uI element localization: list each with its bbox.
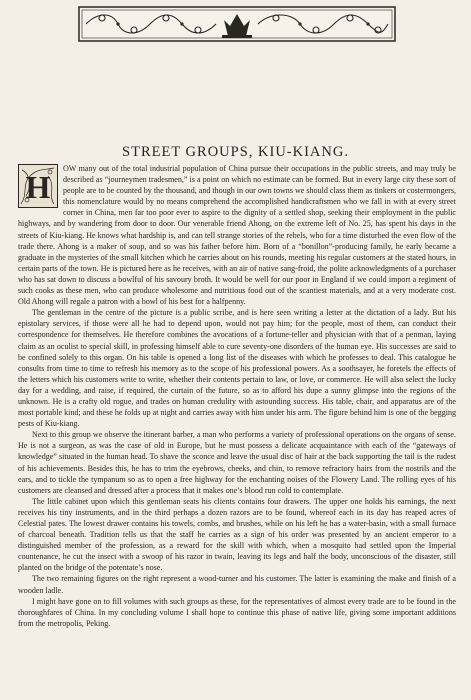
paragraph-4: The little cabinet upon which this gentleman seats his clients contains four drawers. The upper one holds his earnings, the next receives his tiny instruments, and in the third perhaps a dozen razors are to be found, whereof each in its day has reaped acres of Celestial pates. The lowest drawer contains his towels, combs, and brushes, while on his left he has a water-basin, with a small furnace of charcoal beneath. Tradition tells us that the staff he carries as a sign of his order was presented by an ancient emperor to a distinguished member of the profession, as a reward for the skill with which, when a mosquito had settled upon the Imperial countenance, he cut the insect with a swoop of his razor in twain, leaving its legs and half the body, unconscious of the disaster, still planted on the bridge of the potentate’s nose. [18, 496, 456, 573]
paragraph-5: The two remaining figures on the right represent a wood-turner and his customer. The latter is examining the make and finish of a wooden ladle. [18, 574, 456, 595]
drop-cap-icon [18, 164, 58, 208]
paragraph-1-text: OW many out of the total industrial population of China pursue their occupations in the public streets, and may truly be described as “journeymen tradesmen,” is a point on which no estimate can be formed. But in every large city these sort of people are to be counted by the thousand, and though in our own towns we should class them as tinkers or costermongers, this nomenclature would by no means comprehend the accomplished handicraftsmen who we fall in with at every street corner in China, men far too poor ever to aspire to the dignity of a settled shop, seeking their employment in the public highways, and by wandering from door to door. Our venerable friend Ahong, on the extreme left of No. 25, has spent his days in the streets of Kiu-kiang. He knows what hardship is, and can tell strange stories of the rebels, who for a time disturbed the even flow of the trade there. Ahong is a maker of soup, and so was his father before him. Born of a “bonillon”-producing family, he early became a graduate in the mysteries of the small kitchen which he carries about on his rounds, meeting his regular customers at the stated hours, in certain parts of the town. He is pictured here as he receives, with an air of native sang-froid, the polite acknowledgments of a purchaser who has sat down to discuss a bowlful of his savoury broth. It would be well for our poor in England if we could import a regiment of such cooks as these men, who can produce wholesome and nutritious food out of the scantiest materials, and at a very moderate cost. Old Ahong will regale a patron with a bowl of his best for a halfpenny. [18, 164, 456, 307]
decorative-header-ornament-icon [78, 6, 396, 42]
page-title: STREET GROUPS, KIU-KIANG. [122, 144, 349, 160]
drop-cap-letter: H [25, 169, 51, 205]
paragraph-2: The gentleman in the centre of the picture is a public scribe, and is here seen writing a letter at the dictation of a lady. But his epistolary services, if those were all he had to depend upon, would not pay him; for the people, most of them, can conduct their correspondence for themselves. He therefore combines the avocations of a fortune-teller and physician with that of a penman, laying claim as an oculist to special skill, in professing himself able to cure seventy-one disorders of the human eye. His successes are said to be confined solely to this organ. On his table is opened a long list of the diseases with which he professes to deal. This catalogue he consults from time to time to refresh his memory as to the scope of his professional powers. As a soothsayer, he foretels the effects of the letters which his customers write to write, whether their contents pertain to law, or love, or commerce. He will also select the lucky day for a wedding, and raise, if required, the curtain of the future, so as to afford his dupe a sunny glimpse into the regions of the unknown. He is a crafty old rogue, and trades on human credulity with astounding success. His table, chair, and apparatus are of the most portable kind; and these he folds up at night and carries away with him under his arm. The figure behind him is one of the begging pests of Kiu-kiang. [18, 308, 456, 429]
paragraph-6: I might have gone on to fill volumes with such groups as these, for the representatives of almost every trade are to be found in the thoroughfares of China. In my concluding volume I shall hope to continue this phase of native life, giving some important additions from the metropolis, Peking. [18, 596, 456, 628]
paragraph-3: Next to this group we observe the itinerant barber, a man who performs a variety of professional operations on the organs of sense. He is not a surgeon, as was the case of old in Europe, but he must possess a delicate acquaintance with each of the “gateways of knowledge” situated in the human head. To shave the sconce and leave the usual disc of hair at the back supporting the tail is the rudest of his achievements. Besides this, he has to trim the eyebrows, cheeks, and chin, to remove refractory hairs from the nostrils and the ears, and to tickle the tympanum so as to open a free highway for the enchanting noises of the Flowery Land. The rolling eyes of his customers are cleansed and dressed after a process that it makes one’s blood run cold to contemplate. [18, 430, 456, 495]
paragraph-1 [18, 163, 456, 307]
article-body [18, 163, 456, 629]
